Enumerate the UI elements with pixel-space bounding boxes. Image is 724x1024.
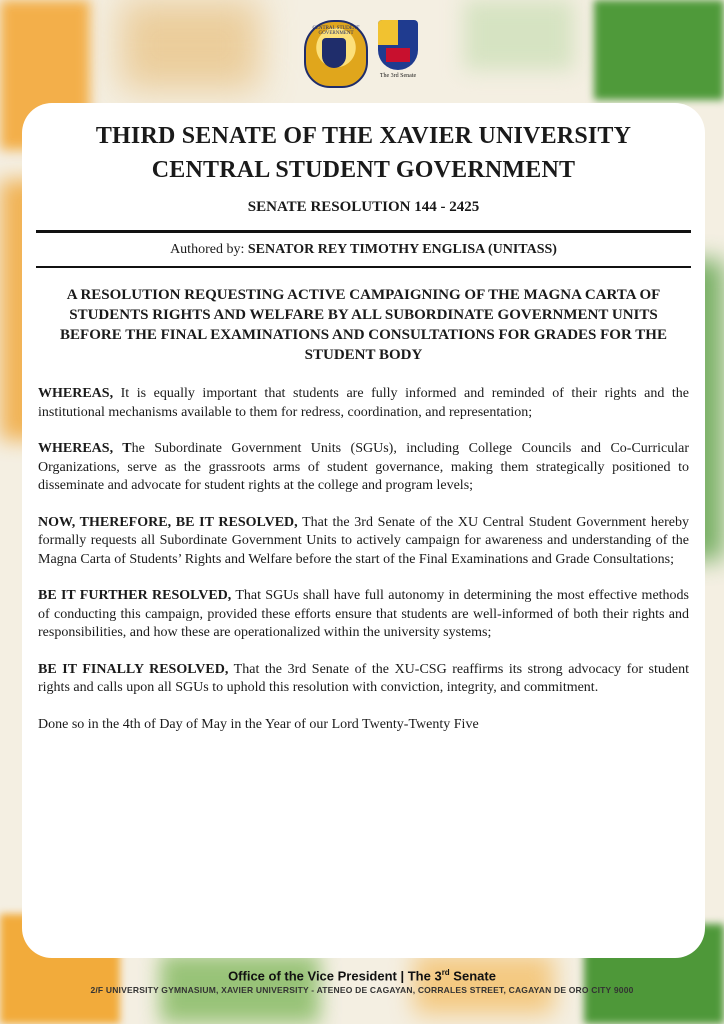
document-title — [36, 119, 691, 187]
author-name: SENATOR REY TIMOTHY ENGLISA (UNITASS) — [247, 242, 557, 257]
resolution-document — [22, 103, 705, 958]
resolution-number: SENATE RESOLUTION 144 - 2425 — [247, 199, 480, 215]
resolution-heading: A RESOLUTION REQUESTING ACTIVE CAMPAIGNING OF THE MAGNA CARTA OF STUDENTS RIGHTS AND WELFARE BY ALL SUBORDINATE GOVERNMENT UNITS BEFORE THE FINAL EXAMINATIONS AND CONSULTATIONS FOR GRADES FOR THE STUDENT BODY — [60, 287, 667, 363]
footer-office-sup: rd — [441, 968, 450, 977]
page-footer — [0, 968, 724, 995]
clause-keyword: BE IT FURTHER RESOLVED, — [38, 588, 232, 603]
clause-text: he Subordinate Government Units (SGUs), including College Councils and Co-Curricular Organizations, serve as the grassroots arms of student governance, making them strategically positioned to disseminate and advocate for student rights at the college and program levels; — [38, 441, 689, 493]
clause-paragraph — [36, 440, 691, 496]
clause-keyword: WHEREAS, — [38, 386, 114, 401]
clause-text: That the 3rd Senate of the XU-CSG reaffirms its strong advocacy for student rights and calls upon all SGUs to uphold this resolution with conviction, integrity, and commitment. — [38, 661, 689, 695]
clause-paragraph — [36, 587, 691, 643]
clause-text: It is equally important that students are fully informed and reminded of their rights and the institutional mechanisms available to them for redress, coordination, and representation; — [38, 386, 689, 420]
footer-office — [0, 968, 724, 983]
seal-label: CENTRAL STUDENT GOVERNMENT — [312, 26, 360, 36]
author-line — [36, 233, 691, 266]
title-line-2: CENTRAL STUDENT GOVERNMENT — [151, 157, 576, 183]
senate-logo-caption: The 3rd Senate — [379, 73, 417, 79]
clause-keyword: BE IT FINALLY RESOLVED, — [38, 661, 229, 677]
clause-paragraph — [36, 661, 691, 698]
senate-logo — [376, 20, 420, 92]
clause-text: That SGUs shall have full autonomy in determining the most effective methods of conducting this campaign, provided these efforts ensure that students are well-informed of both their rights and responsibilities, and how these are operationalized within the university systems; — [38, 588, 689, 640]
clause-text: That the 3rd Senate of the XU Central Student Government hereby formally requests all Subordinate Government Units to actively campaign for awareness and understanding of the Magna Carta of Students’ Rights and Welfare before the start of the Final Examinations and Grade Consultations; — [38, 514, 689, 567]
csg-seal-logo — [304, 20, 368, 88]
footer-office-suffix: Senate — [449, 968, 496, 984]
divider — [36, 266, 691, 268]
closing-statement: Done so in the 4th of Day of May in the Year of our Lord Twenty-Twenty Five — [38, 716, 479, 732]
author-prefix: Authored by: — [170, 242, 248, 257]
clause-paragraph — [36, 514, 691, 570]
title-line-1: THIRD SENATE OF THE XAVIER UNIVERSITY — [95, 123, 632, 149]
shield-icon — [378, 20, 418, 70]
header-logos — [0, 20, 724, 92]
clause-paragraph — [36, 385, 691, 422]
footer-address: 2/F UNIVERSITY GYMNASIUM, XAVIER UNIVERSITY - ATENEO DE CAGAYAN, CORRALES STREET, CAGAYAN DE ORO CITY 9000 — [90, 985, 634, 996]
footer-office-prefix: Office of the Vice President | The 3 — [228, 968, 442, 984]
clause-keyword: NOW, THEREFORE, BE IT RESOLVED, — [38, 514, 298, 530]
clause-keyword: WHEREAS, T — [38, 441, 132, 456]
